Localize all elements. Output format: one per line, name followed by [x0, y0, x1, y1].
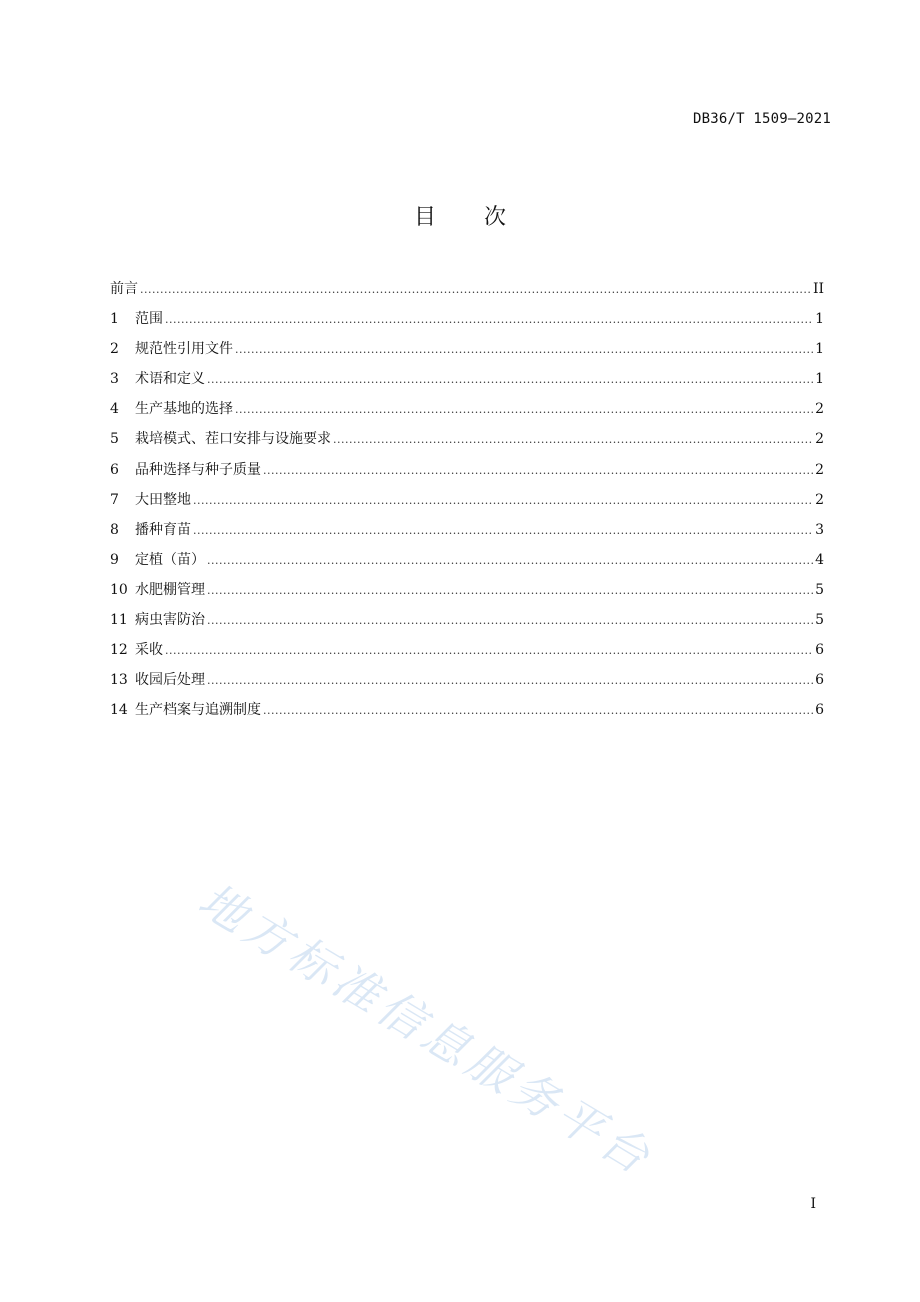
toc-entry-number: 12: [110, 642, 128, 659]
toc-entry[interactable]: [110, 490, 824, 520]
toc-entry-title: 生产基地的选择: [135, 401, 233, 418]
toc-dot-leader: [207, 370, 813, 390]
toc-entry-title: 范围: [135, 311, 163, 328]
document-code: DB36/T 1509—2021: [692, 111, 831, 127]
toc-dot-leader: [263, 461, 813, 481]
toc-entry-title: 品种选择与种子质量: [135, 461, 261, 478]
toc-dot-leader: [207, 551, 813, 571]
page-title-char-1: 目: [413, 205, 436, 230]
toc-entry-number: 9: [110, 551, 119, 568]
page-title-char-2: 次: [484, 205, 507, 230]
page-title: [0, 200, 920, 231]
toc-entry[interactable]: [110, 670, 824, 700]
toc-dot-leader: [193, 491, 813, 511]
toc-dot-leader: [235, 400, 813, 420]
toc-entry[interactable]: [110, 399, 824, 429]
toc-entry-title: 大田整地: [135, 491, 191, 508]
toc-entry-title: 规范性引用文件: [135, 341, 233, 358]
toc-entry-page: 2: [815, 491, 824, 508]
toc-dot-leader: [263, 701, 813, 721]
toc-entry-number: 5: [110, 431, 119, 448]
toc-entry-page: 3: [815, 521, 824, 538]
toc-entry-page: 2: [815, 401, 824, 418]
toc-entry-page: 5: [815, 612, 824, 629]
toc-entry-title: 前言: [110, 281, 138, 297]
toc-entry-page: 6: [815, 702, 824, 719]
toc-dot-leader: [140, 280, 811, 300]
toc-entry-title: 收园后处理: [135, 672, 205, 689]
toc-entry-title: 术语和定义: [135, 371, 205, 388]
toc-entry[interactable]: [110, 429, 824, 459]
toc-entry[interactable]: [110, 580, 824, 610]
toc-entry-page: 6: [815, 642, 824, 659]
toc-entry[interactable]: [110, 640, 824, 670]
toc-entry-number: 3: [110, 371, 119, 388]
toc-entry[interactable]: [110, 520, 824, 550]
toc-entry-page: II: [812, 281, 824, 297]
toc-entry-page: 1: [815, 341, 824, 358]
toc-entry-number: 11: [110, 612, 128, 629]
toc-entry-number: 6: [110, 461, 119, 478]
toc-entry-title: 播种育苗: [135, 521, 191, 538]
toc-entry-page: 1: [815, 371, 824, 388]
toc-dot-leader: [235, 340, 813, 360]
toc-entry-title: 病虫害防治: [135, 612, 205, 629]
toc-entry-number: 4: [110, 401, 119, 418]
toc-entry-number: 7: [110, 491, 119, 508]
toc-dot-leader: [165, 641, 813, 661]
toc-entry[interactable]: [110, 369, 824, 399]
toc-entry-title: 生产档案与追溯制度: [135, 702, 261, 719]
toc-entry-page: 4: [815, 551, 824, 568]
page-number: I: [810, 1196, 816, 1212]
table-of-contents: [110, 279, 824, 730]
toc-entry-title: 定植（苗）: [135, 551, 205, 568]
toc-dot-leader: [333, 430, 813, 450]
toc-entry-title: 采收: [135, 642, 163, 659]
toc-entry-number: 10: [110, 581, 128, 598]
toc-dot-leader: [207, 671, 813, 691]
toc-entry-number: 2: [110, 341, 119, 358]
toc-entry[interactable]: [110, 610, 824, 640]
toc-entry-title: 栽培模式、茬口安排与设施要求: [135, 431, 331, 448]
toc-entry[interactable]: [110, 550, 824, 580]
toc-entry-number: 8: [110, 521, 119, 538]
toc-entry-page: 5: [815, 581, 824, 598]
toc-dot-leader: [207, 581, 813, 601]
toc-entry-number: 1: [110, 311, 119, 328]
toc-entry[interactable]: [110, 460, 824, 490]
toc-entry-foreword[interactable]: [110, 279, 824, 309]
toc-entry[interactable]: [110, 309, 824, 339]
toc-entry[interactable]: [110, 339, 824, 369]
toc-entry-page: 2: [815, 431, 824, 448]
toc-dot-leader: [193, 521, 813, 541]
toc-entry[interactable]: [110, 700, 824, 730]
toc-entry-title: 水肥棚管理: [135, 581, 205, 598]
toc-entry-number: 13: [110, 672, 128, 689]
toc-entry-page: 2: [815, 461, 824, 478]
toc-dot-leader: [165, 310, 813, 330]
toc-dot-leader: [207, 611, 813, 631]
toc-entry-page: 1: [815, 311, 824, 328]
watermark: 地方标准信息服务平台: [189, 872, 664, 1187]
toc-entry-number: 14: [110, 702, 128, 719]
toc-entry-page: 6: [815, 672, 824, 689]
